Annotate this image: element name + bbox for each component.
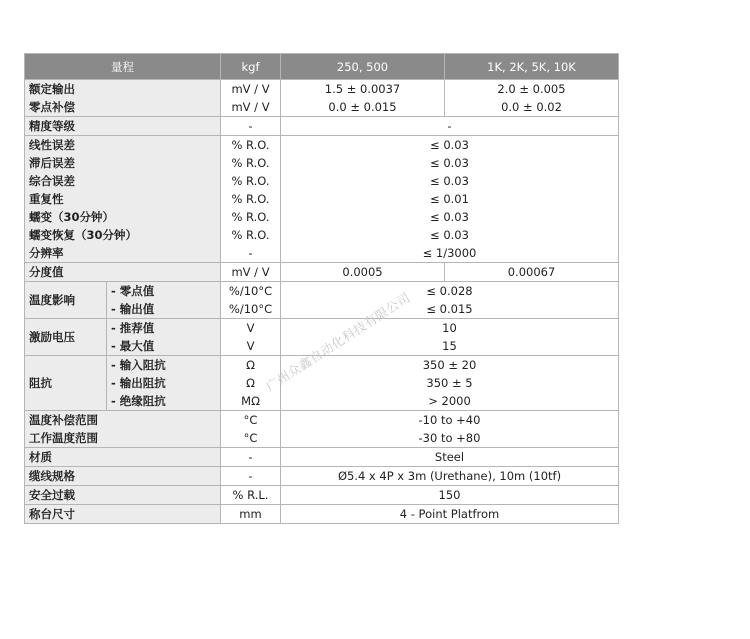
- unit-cell: % R.O.: [231, 156, 270, 170]
- label-accuracy: 精度等级: [25, 117, 221, 136]
- unit-cell: V: [246, 339, 255, 353]
- unit-cell: % R.L.: [221, 486, 281, 505]
- unit-cell: V: [246, 321, 255, 335]
- value-cell: 0.00067: [445, 263, 619, 282]
- excitation-subs: [107, 319, 221, 356]
- label-operating-range: 工作温度范围: [29, 431, 98, 445]
- label-rated-output: 额定输出: [29, 82, 75, 96]
- label-repeatability: 重复性: [29, 192, 64, 206]
- value-cell: -10 to +40: [418, 413, 481, 427]
- value-cell: -30 to +80: [418, 431, 481, 445]
- label-impedance: 阻抗: [25, 356, 107, 411]
- row-impedance: [25, 356, 619, 411]
- row-temp-effect: [25, 282, 619, 319]
- row-division: [25, 263, 619, 282]
- row-material: [25, 448, 619, 467]
- impedance-values: [281, 356, 619, 411]
- temp-effect-units: [221, 282, 281, 319]
- error-units: [221, 136, 281, 263]
- unit-cell: mV / V: [231, 100, 270, 114]
- header-row: [25, 54, 619, 80]
- value-cell: -: [281, 117, 619, 136]
- label-hysteresis: 滞后误差: [29, 156, 75, 170]
- label-platform: 称台尺寸: [25, 505, 221, 524]
- company-watermark: 广州众鑫自动化科技有限公司: [263, 289, 414, 395]
- output-labels: [25, 80, 221, 117]
- impedance-units: [221, 356, 281, 411]
- value-cell: 0.0 ± 0.015: [328, 100, 397, 114]
- sub-label: - 输入阻抗: [111, 358, 166, 372]
- unit-cell: Ω: [246, 358, 255, 372]
- unit-cell: -: [221, 448, 281, 467]
- unit-cell: %/10°C: [228, 302, 273, 316]
- value-cell: ≤ 1/3000: [422, 246, 477, 260]
- value-cell: ≤ 0.028: [426, 284, 473, 298]
- error-values: [281, 136, 619, 263]
- unit-cell: %/10°C: [228, 284, 273, 298]
- unit-cell: -: [248, 246, 253, 260]
- label-temp-effect: 温度影响: [25, 282, 107, 319]
- unit-cell: % R.O.: [231, 192, 270, 206]
- value-cell: 15: [442, 339, 457, 353]
- temp-range-values: [281, 411, 619, 448]
- label-linearity: 线性误差: [29, 138, 75, 152]
- label-creep-recovery: 蠕变恢复（30分钟）: [29, 228, 138, 242]
- value-cell: 0.0005: [281, 263, 445, 282]
- label-cable: 缆线规格: [25, 467, 221, 486]
- spec-table: [24, 53, 619, 524]
- sub-label: - 零点值: [111, 284, 155, 298]
- header-unit: kgf: [221, 54, 281, 80]
- label-resolution: 分辨率: [29, 246, 64, 260]
- impedance-subs: [107, 356, 221, 411]
- row-temp-range: [25, 411, 619, 448]
- value-cell: ≤ 0.01: [430, 192, 469, 206]
- unit-cell: % R.O.: [231, 228, 270, 242]
- label-combined-error: 综合误差: [29, 174, 75, 188]
- unit-cell: MΩ: [241, 394, 260, 408]
- value-cell: 150: [281, 486, 619, 505]
- row-overload: [25, 486, 619, 505]
- value-cell: 0.0 ± 0.02: [501, 100, 562, 114]
- unit-cell: Ω: [246, 376, 255, 390]
- value-cell: ≤ 0.03: [430, 228, 469, 242]
- temp-range-units: [221, 411, 281, 448]
- value-cell: 350 ± 5: [426, 376, 473, 390]
- sub-label: - 输出值: [111, 302, 155, 316]
- unit-cell: -: [221, 467, 281, 486]
- row-errors: [25, 136, 619, 263]
- row-cable: [25, 467, 619, 486]
- label-creep: 蠕变（30分钟）: [29, 210, 115, 224]
- row-platform: [25, 505, 619, 524]
- excitation-units: [221, 319, 281, 356]
- value-cell: ≤ 0.03: [430, 174, 469, 188]
- value-cell: 4 - Point Platfrom: [281, 505, 619, 524]
- error-labels: [25, 136, 221, 263]
- label-zero-balance: 零点补偿: [29, 100, 75, 114]
- row-excitation: [25, 319, 619, 356]
- value-cell: 1.5 ± 0.0037: [324, 82, 401, 96]
- header-range: 量程: [25, 54, 221, 80]
- unit-cell: % R.O.: [231, 138, 270, 152]
- sub-label: - 推荐值: [111, 321, 155, 335]
- temp-range-labels: [25, 411, 221, 448]
- sub-label: - 输出阻抗: [111, 376, 166, 390]
- header-col-b: 1K, 2K, 5K, 10K: [445, 54, 619, 80]
- label-compensated-range: 温度补偿范围: [29, 413, 98, 427]
- output-units: [221, 80, 281, 117]
- unit-cell: mV / V: [231, 82, 270, 96]
- row-accuracy: [25, 117, 619, 136]
- header-col-a: 250, 500: [281, 54, 445, 80]
- unit-cell: mm: [221, 505, 281, 524]
- label-material: 材质: [25, 448, 221, 467]
- value-cell: 2.0 ± 0.005: [497, 82, 566, 96]
- value-cell: Ø5.4 x 4P x 3m (Urethane), 10m (10tf): [281, 467, 619, 486]
- output-col-a: [281, 80, 445, 117]
- value-cell: 350 ± 20: [422, 358, 477, 372]
- value-cell: ≤ 0.03: [430, 210, 469, 224]
- value-cell: ≤ 0.03: [430, 156, 469, 170]
- unit-cell: -: [221, 117, 281, 136]
- value-cell: Steel: [281, 448, 619, 467]
- unit-cell: °C: [243, 431, 258, 445]
- value-cell: > 2000: [428, 394, 471, 408]
- label-overload: 安全过载: [25, 486, 221, 505]
- output-col-b: [445, 80, 619, 117]
- value-cell: ≤ 0.015: [426, 302, 473, 316]
- temp-effect-subs: [107, 282, 221, 319]
- unit-cell: % R.O.: [231, 210, 270, 224]
- sub-label: - 绝缘阻抗: [111, 394, 166, 408]
- label-excitation: 激励电压: [25, 319, 107, 356]
- unit-cell: °C: [243, 413, 258, 427]
- value-cell: 10: [442, 321, 457, 335]
- unit-cell: mV / V: [221, 263, 281, 282]
- unit-cell: % R.O.: [231, 174, 270, 188]
- temp-effect-values: [281, 282, 619, 319]
- value-cell: ≤ 0.03: [430, 138, 469, 152]
- row-output: [25, 80, 619, 117]
- label-division: 分度值: [25, 263, 221, 282]
- sub-label: - 最大值: [111, 339, 155, 353]
- excitation-values: [281, 319, 619, 356]
